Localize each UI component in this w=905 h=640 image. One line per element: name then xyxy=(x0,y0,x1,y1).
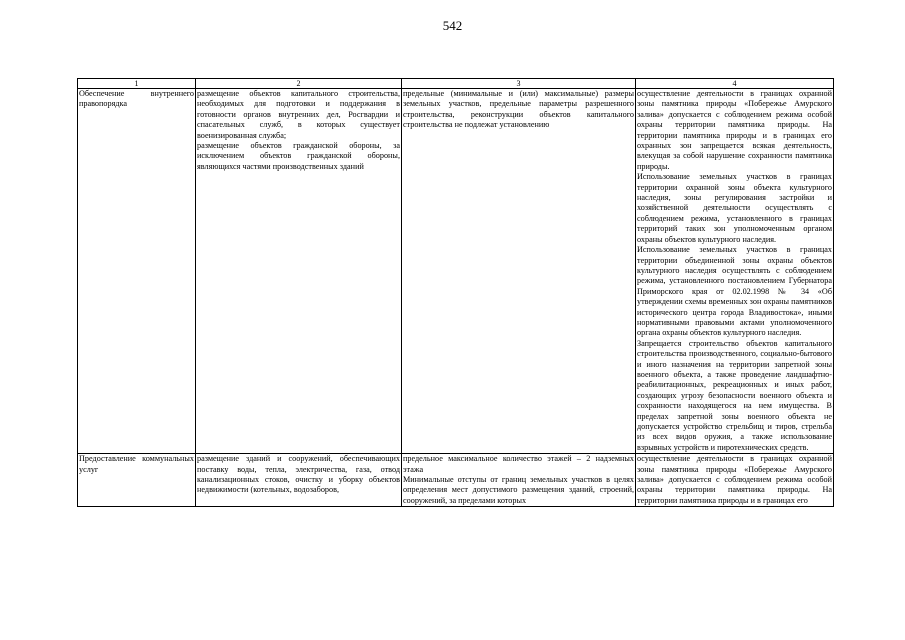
row2-use-type xyxy=(78,454,196,507)
row1-parameters xyxy=(402,89,636,454)
row1-restrictions-para-2: Использование земельных участков в границах территории охранной зоны объекта культурного наследия, зоны регулирования застройки и хозяйственной деятельности осуществлять с соблюдением режима, установленного в границах территорий таких зон уполномоченным органом охраны объектов культурного наследия. xyxy=(637,172,832,244)
row1-restrictions-para-3: Использование земельных участков в границах территории объединенной зоны охраны объектов культурного наследия осуществлять с соблюдением режима, установленного постановлением Губернатора Приморского края от 02.02.1998 № 34 «Об утверждении схемы временных зон охраны памятников исторического центра города Владивостока», иными нормативными правовыми актами уполномоченного органа охраны объектов культурного наследия. xyxy=(637,245,832,338)
row1-restrictions-para-4: Запрещается строительство объектов капитального строительства производственного, социально-бытового и иного назначения на территории запретной зоны военного объекта, а также проведение ландшафтно-реабилитационных, рекреационных и иных работ, создающих угрозу безопасности военного объекта и сохранности находящегося на нем имущества. В пределах запретной зоны военного объекта не допускается устройство стрельбищ и тиров, стрельба из всех видов оружия, а также использование взрывных устройств и пиротехнических средств. xyxy=(637,338,832,452)
regulations-table xyxy=(77,78,834,507)
table-header-row xyxy=(78,79,834,89)
row2-description xyxy=(196,454,402,507)
row1-restrictions-para-1: осуществление деятельности в границах охранной зоны памятника природы «Побережье Амурского залива» допускается с соблюдением режима особой охраны территории памятника природы. На территории памятника природы и в границах его охранных зон запрещается всякая деятельность, влекущая за собой нарушение сохранности памятника природы. xyxy=(637,89,832,171)
header-cell-3: 3 xyxy=(402,79,636,89)
row2-restrictions-text: осуществление деятельности в границах охранной зоны памятника природы «Побережье Амурского залива» допускается с соблюдением режима особой охраны территории памятника природы. На территории памятника природы и в границах его xyxy=(637,454,832,505)
row1-use-type xyxy=(78,89,196,454)
table-row xyxy=(78,454,834,507)
row1-description-para-1: размещение объектов капитального строительства, необходимых для подготовки и поддержания в готовности органов внутренних дел, Росгвардии и спасательных служб, в которых существует военизированная служба; xyxy=(197,89,400,140)
row2-parameters-para-1: предельное максимальное количество этажей – 2 надземных этажа xyxy=(403,454,634,474)
table-row xyxy=(78,89,834,454)
row1-parameters-text: предельные (минимальные и (или) максимальные) размеры земельных участков, предельные параметры разрешенного строительства, реконструкции объектов капитального строительства не подлежат установлению xyxy=(403,89,634,130)
row1-restrictions xyxy=(636,89,834,454)
header-cell-1: 1 xyxy=(78,79,196,89)
row1-description-para-2: размещение объектов гражданской обороны, за исключением объектов гражданской обороны, являющихся частями производственных зданий xyxy=(197,141,400,171)
header-cell-4: 4 xyxy=(636,79,834,89)
header-cell-2: 2 xyxy=(196,79,402,89)
row2-parameters-para-2: Минимальные отступы от границ земельных участков в целях определения мест допустимого размещения зданий, строений, сооружений, за пределами которых xyxy=(403,475,634,505)
row2-restrictions xyxy=(636,454,834,507)
row2-description-text: размещение зданий и сооружений, обеспечивающих поставку воды, тепла, электричества, газа, отвод канализационных стоков, очистку и уборку объектов недвижимости (котельных, водозаборов, xyxy=(197,454,400,495)
row1-use-type-text: Обеспечение внутреннего правопорядка xyxy=(79,89,194,109)
row2-use-type-text: Предоставление коммунальных услуг xyxy=(79,454,194,474)
page-number: 542 xyxy=(442,18,463,33)
row2-parameters xyxy=(402,454,636,507)
row1-description xyxy=(196,89,402,454)
